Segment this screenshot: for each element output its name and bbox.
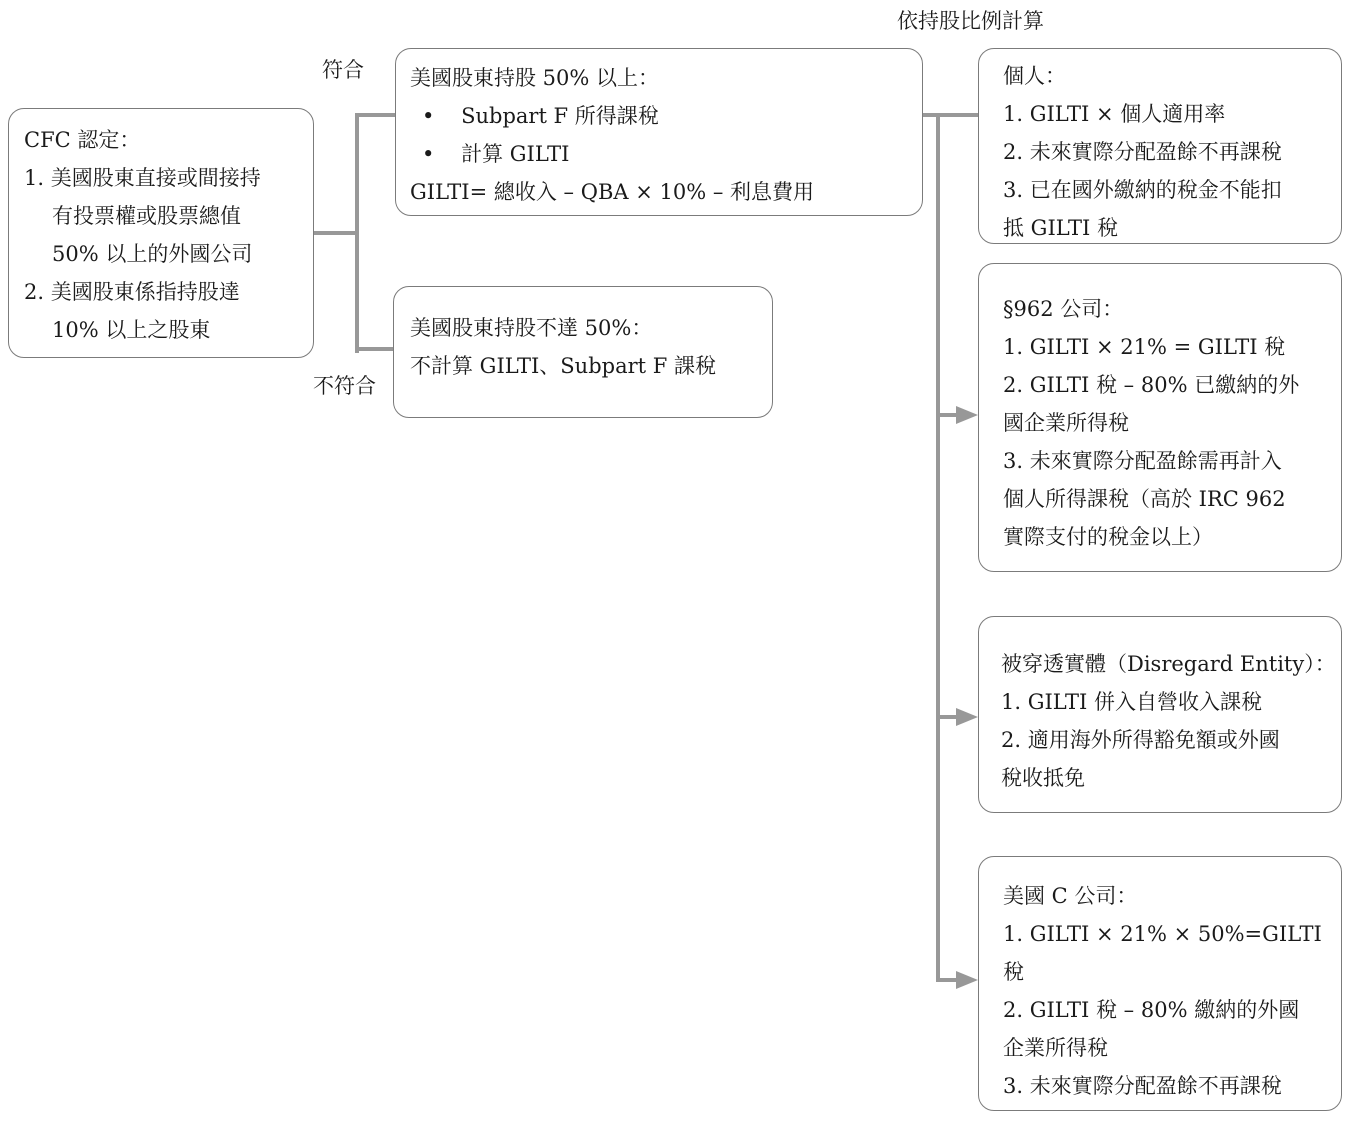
- text-line: 3. 未來實際分配盈餘不再課稅: [1003, 1074, 1282, 1098]
- text-line: 個人所得課稅（高於 IRC 962: [1003, 487, 1286, 511]
- connector-branch-vertical: [355, 113, 359, 353]
- connector-cfc-to-junction: [313, 231, 357, 235]
- text-line: 抵 GILTI 稅: [1003, 216, 1118, 240]
- connector-to-over50-box: [359, 113, 395, 117]
- arrow-right-icon: [956, 406, 978, 424]
- text-line: 2. 美國股東係指持股達: [24, 280, 240, 304]
- disregard-entity-box: [978, 616, 1342, 813]
- text-line: 1. GILTI × 21% × 50%=GILTI: [1003, 922, 1322, 946]
- text-line: 不計算 GILTI、Subpart F 課稅: [410, 354, 716, 378]
- text-line: 1. GILTI × 個人適用率: [1003, 102, 1226, 126]
- text-line: 3. 已在國外繳納的稅金不能扣: [1003, 178, 1282, 202]
- connector-to-under50-box: [359, 347, 393, 351]
- shareholding-over-50-box: [395, 48, 923, 216]
- match-branch-label: 符合: [322, 58, 364, 82]
- individual-taxpayer-box: [978, 48, 1342, 244]
- text-line: 國企業所得稅: [1003, 411, 1129, 435]
- text-line: 實際支付的稅金以上）: [1003, 525, 1213, 549]
- text-line: 1. 美國股東直接或間接持: [24, 166, 261, 190]
- no-match-branch-label: 不符合: [313, 374, 376, 398]
- text-line: 2. 適用海外所得豁免額或外國: [1001, 728, 1280, 752]
- section-962-corporation-box: [978, 263, 1342, 572]
- text-line: 稅收抵免: [1001, 766, 1085, 790]
- connector-right-vertical: [936, 113, 940, 982]
- bullet-text-line: • Subpart F 所得課稅: [422, 104, 659, 128]
- connector-over50-to-individual: [922, 113, 978, 117]
- text-line: 美國股東持股不達 50%：: [410, 316, 653, 340]
- shareholding-under-50-box: [393, 286, 773, 418]
- text-line: 2. GILTI 稅 – 80% 已繳納的外: [1003, 373, 1300, 397]
- text-line: 企業所得稅: [1003, 1036, 1108, 1060]
- text-line: 個人：: [1003, 64, 1066, 88]
- gilti-formula-line: GILTI= 總收入 – QBA × 10% – 利息費用: [410, 180, 815, 204]
- us-c-corporation-box: [978, 856, 1342, 1111]
- text-line: 稅: [1003, 960, 1024, 984]
- text-line: 有投票權或股票總值: [52, 204, 241, 228]
- text-line: 1. GILTI 併入自營收入課稅: [1001, 690, 1262, 714]
- bullet-text-line: • 計算 GILTI: [422, 142, 570, 166]
- text-line: 美國 C 公司：: [1003, 884, 1138, 908]
- text-line: 1. GILTI × 21% = GILTI 稅: [1003, 335, 1286, 359]
- text-line: 被穿透實體（Disregard Entity）：: [1001, 652, 1336, 676]
- text-line: 3. 未來實際分配盈餘需再計入: [1003, 449, 1282, 473]
- cfc-definition-box: [8, 108, 314, 358]
- pro-rata-calculation-label: 依持股比例計算: [897, 9, 1044, 33]
- text-line: 美國股東持股 50% 以上：: [410, 66, 660, 90]
- text-line: 10% 以上之股東: [52, 318, 211, 342]
- text-line: CFC 認定：: [24, 128, 141, 152]
- arrow-right-icon: [956, 708, 978, 726]
- text-line: 2. GILTI 稅 – 80% 繳納的外國: [1003, 998, 1300, 1022]
- arrow-right-icon: [956, 971, 978, 989]
- text-line: §962 公司：: [1003, 297, 1124, 321]
- text-line: 50% 以上的外國公司: [52, 242, 253, 266]
- text-line: 2. 未來實際分配盈餘不再課稅: [1003, 140, 1282, 164]
